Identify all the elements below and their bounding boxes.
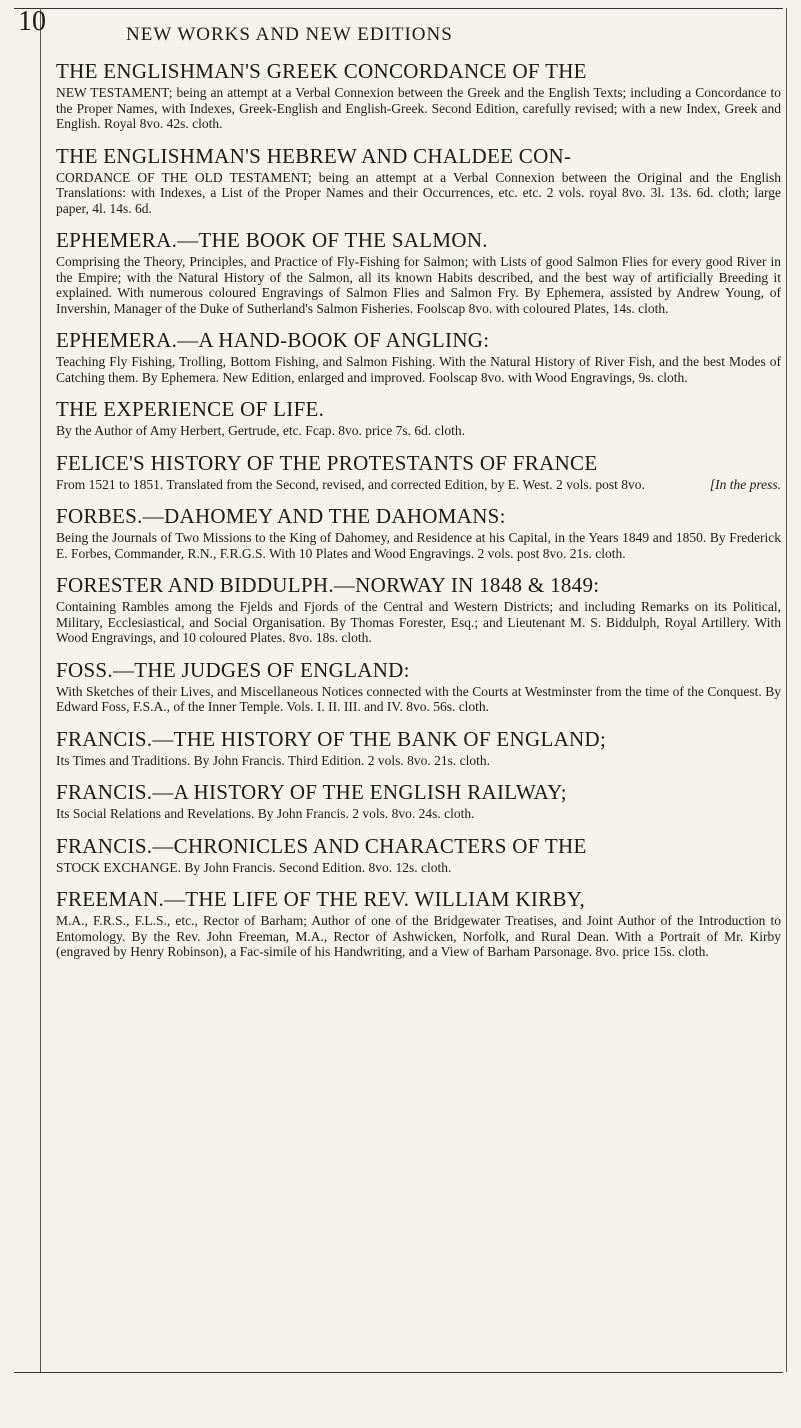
entry-description: Its Social Relations and Revelations. By John Francis. 2 vols. 8vo. 24s. cloth. [56, 806, 475, 821]
entry-greek-concordance [56, 60, 781, 132]
bottom-rule [14, 1372, 783, 1373]
entry-title: FREEMAN.—THE LIFE OF THE REV. WILLIAM KIRBY, [56, 887, 586, 911]
left-rule [40, 8, 41, 1372]
right-rule [786, 8, 787, 1372]
entry-description: Being the Journals of Two Missions to the King of Dahomey, and Residence at his Capital, in the Years 1849 and 1850. By Frederick E. Forbes, Commander, R.N., F.R.G.S. With 10 Plates and Wood Engravings. 2 vols. post 8vo. 21s. cloth. [56, 530, 781, 561]
entry-forbes-dahomey [56, 505, 781, 561]
page-number: 10 [18, 6, 46, 37]
entry-title: THE ENGLISHMAN'S HEBREW AND CHALDEE CON- [56, 143, 572, 168]
entries-list [56, 60, 781, 973]
running-head: NEW WORKS AND NEW EDITIONS [126, 24, 453, 45]
entry-description: Teaching Fly Fishing, Trolling, Bottom Fishing, and Salmon Fishing. With the Natural History of River Fish, and the best Modes of Catching them. By Ephemera. New Edition, enlarged and improved. Foolscap 8vo. with Wood Engravings, 9s. cloth. [56, 354, 781, 385]
press-note: [In the press. [709, 476, 781, 492]
entry-description: Its Times and Traditions. By John Francis. Third Edition. 2 vols. 8vo. 21s. cloth. [56, 752, 491, 768]
entry-description: With Sketches of their Lives, and Miscellaneous Notices connected with the Courts at Westminster from the time of the Conquest. By Edward Foss, F.S.A., of the Inner Temple. Vols. I. II. III. and IV. 8vo. 56s. cloth. [56, 683, 781, 714]
top-rule [14, 8, 783, 9]
entry-description: By the Author of Amy Herbert, Gertrude, etc. Fcap. 8vo. price 7s. 6d. cloth. [56, 423, 466, 438]
entry-title: FELICE'S HISTORY OF THE PROTESTANTS OF FRANCE [56, 450, 598, 475]
entry-description-text: From 1521 to 1851. Translated from the Second, revised, and corrected Edition, by E. West. 2 vols. post 8vo. [56, 476, 645, 492]
entry-title: EPHEMERA.—THE BOOK OF THE SALMON. [56, 228, 488, 252]
entry-norway [56, 574, 781, 646]
entry-title: FORESTER AND BIDDULPH.—NORWAY IN 1848 & 1849: [56, 573, 600, 597]
entry-description: Containing Rambles among the Fjelds and Fjords of the Central and Western Districts; and including Remarks on its Political, Military, Ecclesiastical, and Social Organisation. By Thomas Forester, Esq.; and Lieutenant M. S. Biddulph, Royal Artillery. With Wood Engravings, and 10 coloured Plates. 8vo. 18s. cloth. [56, 599, 781, 645]
entry-experience-of-life [56, 398, 781, 439]
entry-william-kirby [56, 888, 781, 960]
entry-title: FRANCIS.—THE HISTORY OF THE BANK OF ENGLAND; [56, 726, 607, 751]
entry-title: FRANCIS.—A HISTORY OF THE ENGLISH RAILWAY; [56, 780, 567, 804]
entry-title: FOSS.—THE JUDGES OF ENGLAND: [56, 657, 410, 682]
entry-handbook-of-angling [56, 329, 781, 385]
entry-title: FRANCIS.—CHRONICLES AND CHARACTERS OF THE [56, 833, 587, 858]
entry-hebrew-concordance [56, 145, 781, 217]
entry-description: NEW TESTAMENT; being an attempt at a Verbal Connexion between the Greek and the English Texts; including a Concordance to the Proper Names, with Indexes, Greek-English and English-Greek. Second Edition, carefully revised; with a new Index, Greek and English. Royal 8vo. 42s. cloth. [56, 85, 781, 131]
entry-book-of-salmon [56, 229, 781, 316]
entry-felice-protestants [56, 452, 781, 493]
entry-bank-of-england [56, 728, 781, 769]
entry-stock-exchange [56, 835, 781, 876]
entry-title: EPHEMERA.—A HAND-BOOK OF ANGLING: [56, 328, 490, 352]
entry-english-railway [56, 781, 781, 822]
entry-title: THE ENGLISHMAN'S GREEK CONCORDANCE OF THE [56, 59, 587, 83]
entry-description [56, 477, 781, 493]
entry-description: CORDANCE OF THE OLD TESTAMENT; being an attempt at a Verbal Connexion between the Original and the English Translations: with Indexes, a List of the Proper Names and their Occurrences, etc. etc. 2 vols. royal 8vo. 3l. 13s. 6d. cloth; large paper, 4l. 14s. 6d. [56, 169, 781, 216]
entry-description: Comprising the Theory, Principles, and Practice of Fly-Fishing for Salmon; with Lists of good Salmon Flies for every good River in the Empire; with the Natural History of the Salmon, all its known Habits described, and the best way of artificially Breeding it explained. With numerous coloured Engravings of Salmon Flies and Salmon Fry. By Ephemera, assisted by Andrew Young, of Invershin, Manager of the Duke of Sutherland's Salmon Fisheries. Foolscap 8vo. with coloured Plates, 14s. cloth. [56, 254, 781, 316]
entry-title: FORBES.—DAHOMEY AND THE DAHOMANS: [56, 504, 506, 528]
entry-title: THE EXPERIENCE OF LIFE. [56, 397, 325, 421]
entry-description: M.A., F.R.S., F.L.S., etc., Rector of Barham; Author of one of the Bridgewater Treatises, and Joint Author of the Introduction to Entomology. By the Rev. John Freeman, M.A., Rector of Ashwicken, Norfolk, and Rural Dean. With a Portrait of Mr. Kirby (engraved by Henry Robinson), a Fac-simile of his Handwriting, and a View of Barham Parsonage. 8vo. price 15s. cloth. [56, 913, 781, 959]
entry-description: STOCK EXCHANGE. By John Francis. Second Edition. 8vo. 12s. cloth. [56, 859, 452, 875]
entry-judges-of-england [56, 659, 781, 715]
